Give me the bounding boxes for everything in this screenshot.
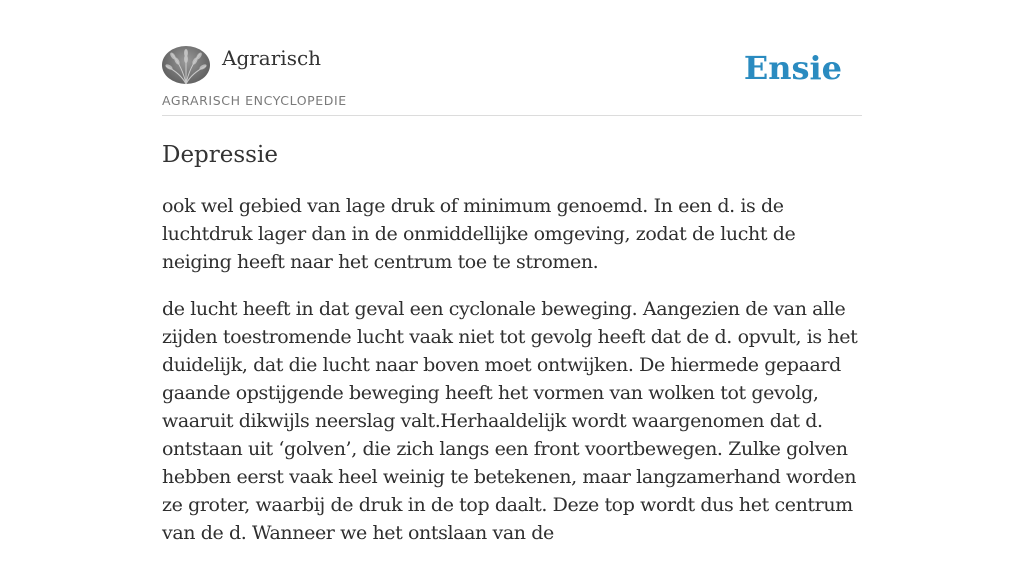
site-name[interactable]: Agrarisch — [222, 46, 322, 70]
article-paragraph: de lucht heeft in dat geval een cyclonale beweging. Aangezien de van alle zijden toestromende lucht vaak niet tot gevolg heeft dat de d. opvult, is het duidelijk, dat die lucht naar boven moet ontwijken. De hiermede gepaard gaande opstijgende beweging heeft het vormen van wolken tot gevolg, waaruit dikwijls neerslag valt.Herhaaldelijk wordt waargenomen dat d. ontstaan uit ‘golven’, die zich langs een front voortbewegen. Zulke golven hebben eerst vaak heel weinig te betekenen, maar langzamerhand worden ze groter, waarbij de druk in de top daalt. Deze top wordt dus het centrum van de d. Wanneer we het ontslaan van de — [162, 298, 858, 544]
content-container — [162, 0, 862, 544]
brand-logo-link[interactable]: Ensie — [743, 49, 842, 87]
article-body — [162, 192, 862, 566]
article-paragraph: ook wel gebied van lage druk of minimum genoemd. In een d. is de luchtdruk lager dan in de onmiddellijke omgeving, zodat de lucht de neiging heeft naar het centrum toe te stromen. — [162, 195, 796, 273]
site-subtitle: AGRARISCH ENCYCLOPEDIE — [162, 93, 347, 108]
article-title: Depressie — [162, 142, 278, 168]
wheat-logo-icon[interactable] — [162, 46, 210, 84]
site-header — [162, 0, 862, 116]
